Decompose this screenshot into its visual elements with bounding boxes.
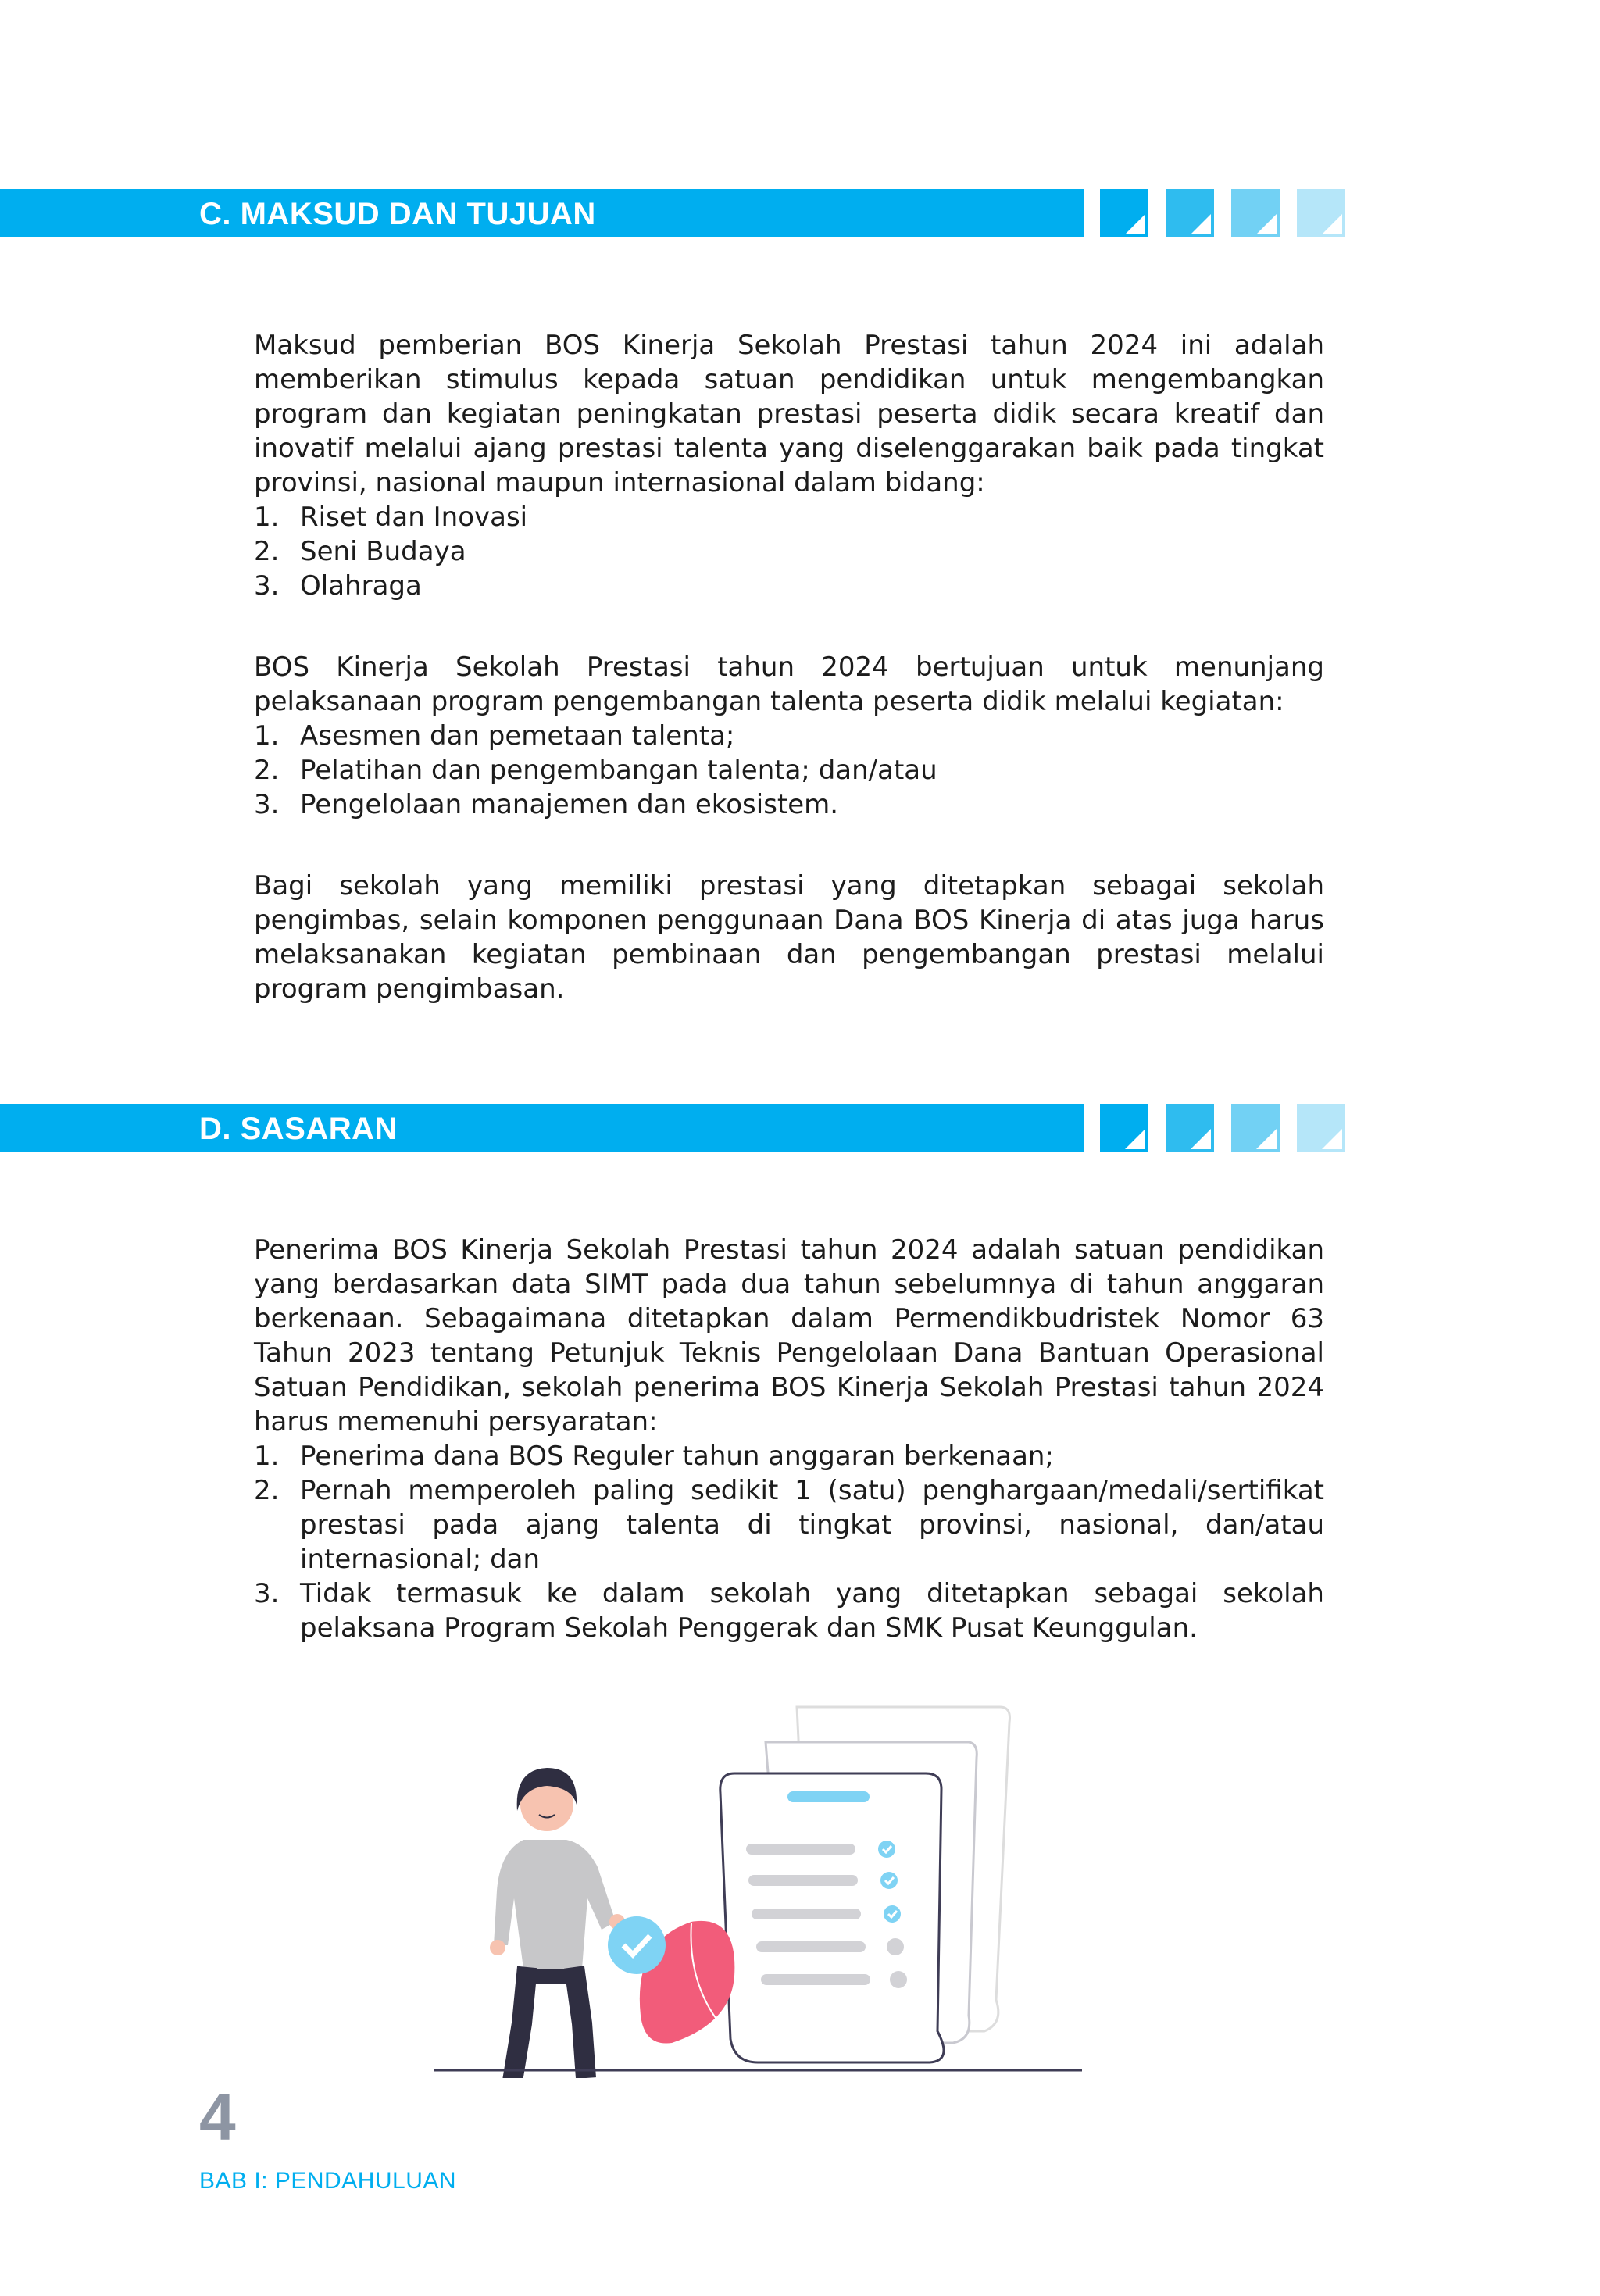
list-number: 2. (254, 755, 280, 786)
section-title-c: C. MAKSUD DAN TUJUAN (199, 197, 596, 231)
list-number: 1. (254, 720, 280, 752)
square-icon (1100, 189, 1148, 237)
list-kegiatan (254, 719, 1324, 822)
square-icon (1100, 1104, 1148, 1152)
list-text: Pengelolaan manajemen dan ekosistem. (300, 789, 839, 820)
list-number: 3. (254, 1578, 280, 1609)
list-text: Pelatihan dan pengembangan talenta; dan/atau (300, 755, 938, 786)
square-icon (1166, 189, 1214, 237)
list-item (254, 753, 1324, 787)
list-number: 1. (254, 1441, 280, 1472)
section-body-d (254, 1233, 1324, 1645)
list-item (254, 719, 1324, 753)
list-item (254, 569, 1324, 603)
square-icon (1231, 1104, 1280, 1152)
list-text: Olahraga (300, 570, 422, 602)
list-bidang (254, 500, 1324, 603)
list-text: Seni Budaya (300, 536, 466, 567)
decorative-squares-c (1100, 189, 1350, 237)
paragraph-sasaran: Penerima BOS Kinerja Sekolah Prestasi tahun 2024 adalah satuan pendidikan yang berdasarkan data SIMT pada dua tahun sebelumnya di tahun anggaran berkenaan. Sebagaimana ditetapkan dalam Permendikbudristek Nomor 63 Tahun 2023 tentang Petunjuk Teknis Pengelolaan Dana Bantuan Operasional Satuan Pendidikan, sekolah penerima BOS Kinerja Sekolah Prestasi tahun 2024 harus memenuhi persyaratan: (254, 1234, 1324, 1437)
square-icon (1166, 1104, 1214, 1152)
woman-with-checklist-illustration (422, 1687, 1094, 2078)
list-item (254, 1473, 1324, 1576)
section-title-d: D. SASARAN (199, 1112, 398, 1146)
list-text: Riset dan Inovasi (300, 502, 528, 533)
square-icon (1297, 189, 1345, 237)
section-header-bar-d (0, 1104, 1084, 1152)
list-number: 1. (254, 502, 280, 533)
list-number: 2. (254, 1475, 280, 1506)
list-text: Penerima dana BOS Reguler tahun anggaran berkenaan; (300, 1441, 1054, 1472)
list-persyaratan (254, 1439, 1324, 1645)
list-item (254, 787, 1324, 822)
section-body-c (254, 328, 1324, 1006)
list-number: 2. (254, 536, 280, 567)
decorative-squares-d (1100, 1104, 1350, 1152)
page-number: 4 (199, 2080, 236, 2154)
section-header-bar-c (0, 189, 1084, 237)
paragraph-tujuan: BOS Kinerja Sekolah Prestasi tahun 2024 bertujuan untuk menunjang pelaksanaan program pengembangan talenta peserta didik melalui kegiatan: (254, 652, 1324, 717)
square-icon (1231, 189, 1280, 237)
list-item (254, 1576, 1324, 1645)
paragraph-pengimbas: Bagi sekolah yang memiliki prestasi yang ditetapkan sebagai sekolah pengimbas, selain komponen penggunaan Dana BOS Kinerja di atas juga harus melaksanakan kegiatan pembinaan dan pengembangan prestasi melalui program pengimbasan. (254, 870, 1324, 1005)
list-number: 3. (254, 570, 280, 602)
list-item (254, 1439, 1324, 1473)
list-item (254, 534, 1324, 569)
chapter-label: BAB I: PENDAHULUAN (199, 2168, 457, 2194)
list-number: 3. (254, 789, 280, 820)
list-text: Tidak termasuk ke dalam sekolah yang ditetapkan sebagai sekolah pelaksana Program Sekolah Penggerak dan SMK Pusat Keunggulan. (300, 1578, 1324, 1644)
paragraph-maksud: Maksud pemberian BOS Kinerja Sekolah Prestasi tahun 2024 ini adalah memberikan stimulus kepada satuan pendidikan untuk mengembangkan program dan kegiatan peningkatan prestasi peserta didik secara kreatif dan inovatif melalui ajang prestasi talenta yang diselenggarakan baik pada tingkat provinsi, nasional maupun internasional dalam bidang: (254, 330, 1324, 498)
list-item (254, 500, 1324, 534)
square-icon (1297, 1104, 1345, 1152)
list-text: Asesmen dan pemetaan talenta; (300, 720, 735, 752)
list-text: Pernah memperoleh paling sedikit 1 (satu) penghargaan/medali/sertifikat prestasi pada ajang talenta di tingkat provinsi, nasional, dan/atau internasional; dan (300, 1475, 1324, 1575)
